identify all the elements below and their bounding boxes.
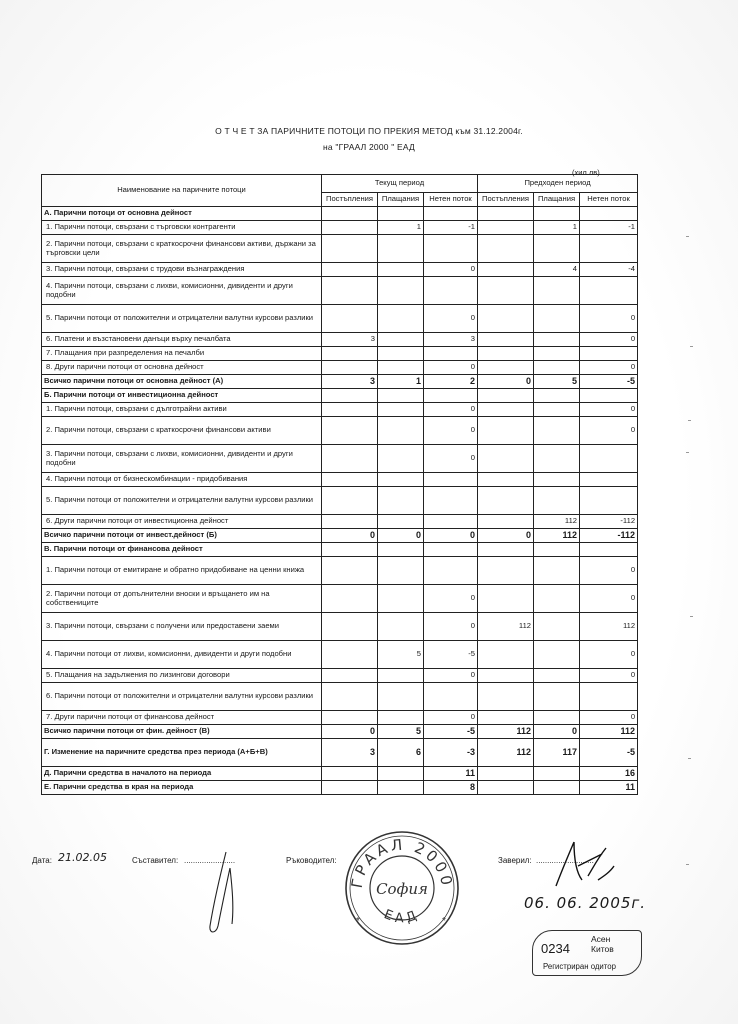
certified-label: Заверил: bbox=[498, 856, 532, 865]
value-cell: -5 bbox=[424, 641, 478, 669]
value-cell bbox=[478, 669, 534, 683]
table-row bbox=[42, 585, 638, 613]
compiler-label: Съставител: bbox=[132, 856, 179, 865]
value-cell: 0 bbox=[424, 445, 478, 473]
row-label: Всичко парични потоци от фин. дейност (В) bbox=[42, 725, 322, 739]
row-label: 7. Други парични потоци от финансова дейност bbox=[42, 711, 322, 725]
value-cell bbox=[534, 473, 580, 487]
value-cell: 0 bbox=[580, 361, 638, 375]
value-cell bbox=[322, 473, 378, 487]
column-header-current-period: Текущ период bbox=[322, 175, 478, 193]
svg-text:ЕАД: ЕАД bbox=[381, 907, 423, 927]
row-label: 5. Парични потоци от положителни и отрицателни валутни курсови разлики bbox=[42, 487, 322, 515]
units-label: (хил.лв) bbox=[572, 168, 600, 177]
value-cell bbox=[322, 781, 378, 795]
value-cell bbox=[378, 403, 424, 417]
report-title: О Т Ч Е Т ЗА ПАРИЧНИТЕ ПОТОЦИ ПО ПРЕКИЯ МЕТОД към 31.12.2004г. bbox=[215, 126, 523, 136]
column-header-previous-period: Предходен период bbox=[478, 175, 638, 193]
table-row bbox=[42, 557, 638, 585]
scan-mark bbox=[690, 346, 693, 347]
table-row bbox=[42, 473, 638, 487]
value-cell bbox=[322, 263, 378, 277]
manager-label: Ръководител: bbox=[286, 856, 337, 865]
scan-mark bbox=[686, 236, 689, 237]
value-cell: 3 bbox=[322, 375, 378, 389]
value-cell bbox=[322, 361, 378, 375]
row-label: 2. Парични потоци, свързани с краткосрочни финансови активи, държани за търговски цели bbox=[42, 235, 322, 263]
table-row bbox=[42, 403, 638, 417]
value-cell bbox=[378, 585, 424, 613]
value-cell bbox=[378, 417, 424, 445]
value-cell bbox=[378, 347, 424, 361]
value-cell bbox=[478, 543, 534, 557]
value-cell: 112 bbox=[580, 725, 638, 739]
row-label: 1. Парични потоци от емитиране и обратно придобиване на ценни книжа bbox=[42, 557, 322, 585]
table-row bbox=[42, 417, 638, 445]
value-cell bbox=[424, 277, 478, 305]
row-label: 6. Платени и възстановени данъци върху печалбата bbox=[42, 333, 322, 347]
value-cell bbox=[322, 277, 378, 305]
date-value: 21.02.05 bbox=[58, 851, 107, 864]
value-cell bbox=[322, 445, 378, 473]
value-cell bbox=[424, 207, 478, 221]
value-cell bbox=[534, 487, 580, 515]
row-label: В. Парични потоци от финансова дейност bbox=[42, 543, 322, 557]
value-cell bbox=[534, 557, 580, 585]
value-cell bbox=[534, 781, 580, 795]
value-cell bbox=[534, 585, 580, 613]
value-cell bbox=[424, 543, 478, 557]
value-cell: 0 bbox=[424, 585, 478, 613]
value-cell: 0 bbox=[424, 669, 478, 683]
value-cell: 0 bbox=[580, 305, 638, 333]
value-cell: 0 bbox=[580, 417, 638, 445]
value-cell: 2 bbox=[424, 375, 478, 389]
value-cell: 117 bbox=[534, 739, 580, 767]
value-cell: 0 bbox=[580, 585, 638, 613]
value-cell bbox=[478, 207, 534, 221]
value-cell: 112 bbox=[478, 725, 534, 739]
value-cell bbox=[478, 235, 534, 263]
table-row bbox=[42, 389, 638, 403]
value-cell bbox=[534, 277, 580, 305]
table-body bbox=[42, 207, 638, 795]
scan-mark bbox=[688, 420, 691, 421]
value-cell bbox=[378, 781, 424, 795]
value-cell: 0 bbox=[322, 529, 378, 543]
row-label: 4. Парични потоци, свързани с лихви, комисионни, дивиденти и други подобни bbox=[42, 277, 322, 305]
svg-text:*: * bbox=[442, 916, 446, 927]
value-cell: 0 bbox=[424, 263, 478, 277]
value-cell bbox=[478, 221, 534, 235]
scan-mark bbox=[686, 864, 689, 865]
value-cell bbox=[534, 613, 580, 641]
value-cell bbox=[322, 417, 378, 445]
value-cell: 4 bbox=[534, 263, 580, 277]
compiler-dots: ....................... bbox=[184, 856, 236, 865]
row-label: 3. Парични потоци, свързани с получени или предоставени заеми bbox=[42, 613, 322, 641]
value-cell: -112 bbox=[580, 529, 638, 543]
value-cell bbox=[322, 305, 378, 333]
value-cell: 3 bbox=[322, 333, 378, 347]
value-cell: 112 bbox=[534, 515, 580, 529]
table-row bbox=[42, 375, 638, 389]
value-cell bbox=[378, 361, 424, 375]
row-label: Е. Парични средства в края на периода bbox=[42, 781, 322, 795]
row-label: 3. Парични потоци, свързани с трудови възнаграждения bbox=[42, 263, 322, 277]
value-cell: -112 bbox=[580, 515, 638, 529]
column-header-receipts: Постъпления bbox=[478, 193, 534, 207]
value-cell bbox=[478, 333, 534, 347]
value-cell bbox=[534, 669, 580, 683]
value-cell bbox=[478, 263, 534, 277]
value-cell bbox=[322, 207, 378, 221]
value-cell bbox=[580, 347, 638, 361]
value-cell bbox=[534, 333, 580, 347]
handwritten-date: 06. 06. 2005г. bbox=[524, 894, 647, 912]
value-cell bbox=[478, 781, 534, 795]
column-header-receipts: Постъпления bbox=[322, 193, 378, 207]
row-label: Г. Изменение на паричните средства през периода (А+Б+В) bbox=[42, 739, 322, 767]
auditor-role: Регистриран одитор bbox=[543, 962, 616, 971]
value-cell bbox=[378, 613, 424, 641]
value-cell bbox=[478, 711, 534, 725]
value-cell: -5 bbox=[580, 739, 638, 767]
value-cell: 3 bbox=[424, 333, 478, 347]
value-cell bbox=[478, 641, 534, 669]
table-row bbox=[42, 305, 638, 333]
row-label: 2. Парични потоци, свързани с краткосрочни финансови активи bbox=[42, 417, 322, 445]
value-cell bbox=[478, 767, 534, 781]
value-cell bbox=[534, 445, 580, 473]
table-row bbox=[42, 529, 638, 543]
value-cell bbox=[478, 473, 534, 487]
value-cell: 0 bbox=[378, 529, 424, 543]
value-cell bbox=[322, 347, 378, 361]
value-cell bbox=[378, 669, 424, 683]
table-row bbox=[42, 767, 638, 781]
table-row bbox=[42, 221, 638, 235]
value-cell: -3 bbox=[424, 739, 478, 767]
table-row bbox=[42, 445, 638, 473]
table-row bbox=[42, 361, 638, 375]
value-cell: 0 bbox=[580, 333, 638, 347]
value-cell bbox=[322, 641, 378, 669]
value-cell bbox=[424, 473, 478, 487]
value-cell: 11 bbox=[424, 767, 478, 781]
table-row bbox=[42, 515, 638, 529]
row-label: 1. Парични потоци, свързани с търговски контрагенти bbox=[42, 221, 322, 235]
value-cell bbox=[478, 585, 534, 613]
value-cell: 1 bbox=[378, 221, 424, 235]
value-cell bbox=[478, 277, 534, 305]
value-cell bbox=[580, 543, 638, 557]
value-cell: -5 bbox=[424, 725, 478, 739]
table-row bbox=[42, 347, 638, 361]
value-cell bbox=[378, 389, 424, 403]
row-label: 4. Парични потоци от лихви, комисионни, дивиденти и други подобни bbox=[42, 641, 322, 669]
column-header-payments: Плащания bbox=[534, 193, 580, 207]
value-cell: -1 bbox=[580, 221, 638, 235]
value-cell: -1 bbox=[424, 221, 478, 235]
table-row bbox=[42, 669, 638, 683]
value-cell: 3 bbox=[322, 739, 378, 767]
value-cell bbox=[378, 557, 424, 585]
value-cell bbox=[478, 487, 534, 515]
value-cell bbox=[534, 347, 580, 361]
value-cell: 8 bbox=[424, 781, 478, 795]
value-cell: 0 bbox=[322, 725, 378, 739]
row-label: 6. Парични потоци от положителни и отрицателни валутни курсови разлики bbox=[42, 683, 322, 711]
table-row bbox=[42, 263, 638, 277]
scan-mark bbox=[686, 452, 689, 453]
value-cell bbox=[424, 515, 478, 529]
value-cell bbox=[534, 389, 580, 403]
value-cell: -5 bbox=[580, 375, 638, 389]
value-cell bbox=[322, 235, 378, 263]
value-cell bbox=[424, 683, 478, 711]
value-cell bbox=[424, 487, 478, 515]
value-cell: 6 bbox=[378, 739, 424, 767]
value-cell bbox=[378, 683, 424, 711]
row-label: А. Парични потоци от основна дейност bbox=[42, 207, 322, 221]
value-cell bbox=[478, 389, 534, 403]
value-cell bbox=[322, 669, 378, 683]
table-row bbox=[42, 781, 638, 795]
value-cell: 0 bbox=[478, 375, 534, 389]
value-cell bbox=[478, 683, 534, 711]
value-cell bbox=[580, 473, 638, 487]
value-cell: 0 bbox=[424, 417, 478, 445]
value-cell: 112 bbox=[580, 613, 638, 641]
svg-text:ГРААЛ 2000: ГРААЛ 2000 bbox=[347, 835, 457, 890]
column-header-net-flow: Нетен поток bbox=[424, 193, 478, 207]
table-row bbox=[42, 613, 638, 641]
row-label: 3. Парични потоци, свързани с лихви, комисионни, дивиденти и други подобни bbox=[42, 445, 322, 473]
table-row bbox=[42, 277, 638, 305]
value-cell bbox=[378, 235, 424, 263]
value-cell: 1 bbox=[534, 221, 580, 235]
auditor-last-name: Китов bbox=[591, 944, 614, 955]
value-cell bbox=[322, 683, 378, 711]
value-cell bbox=[378, 207, 424, 221]
row-label: 4. Парични потоци от бизнескомбинации - придобивания bbox=[42, 473, 322, 487]
value-cell: 0 bbox=[478, 529, 534, 543]
value-cell bbox=[534, 543, 580, 557]
auditor-name bbox=[591, 934, 614, 954]
value-cell bbox=[378, 305, 424, 333]
company-stamp bbox=[342, 828, 462, 948]
value-cell bbox=[322, 711, 378, 725]
row-label: 7. Плащания при разпределения на печалби bbox=[42, 347, 322, 361]
value-cell: 16 bbox=[580, 767, 638, 781]
row-label: Всичко парични потоци от основна дейност (А) bbox=[42, 375, 322, 389]
row-label: 2. Парични потоци от допълнителни вноски и връщането им на собствениците bbox=[42, 585, 322, 613]
value-cell bbox=[322, 557, 378, 585]
value-cell bbox=[534, 207, 580, 221]
row-label: Б. Парични потоци от инвестиционна дейност bbox=[42, 389, 322, 403]
value-cell bbox=[534, 683, 580, 711]
value-cell bbox=[478, 417, 534, 445]
value-cell bbox=[424, 389, 478, 403]
value-cell bbox=[322, 389, 378, 403]
value-cell bbox=[322, 613, 378, 641]
value-cell bbox=[378, 445, 424, 473]
value-cell bbox=[580, 445, 638, 473]
value-cell bbox=[478, 515, 534, 529]
value-cell bbox=[378, 543, 424, 557]
auditor-signature bbox=[548, 836, 618, 892]
value-cell bbox=[534, 641, 580, 669]
table-row bbox=[42, 725, 638, 739]
value-cell: 112 bbox=[478, 613, 534, 641]
value-cell bbox=[378, 515, 424, 529]
value-cell: -4 bbox=[580, 263, 638, 277]
value-cell bbox=[534, 417, 580, 445]
row-label: 8. Други парични потоци от основна дейност bbox=[42, 361, 322, 375]
value-cell bbox=[424, 347, 478, 361]
value-cell bbox=[424, 235, 478, 263]
value-cell bbox=[534, 403, 580, 417]
scan-mark bbox=[690, 616, 693, 617]
value-cell bbox=[322, 543, 378, 557]
table-row bbox=[42, 235, 638, 263]
value-cell bbox=[580, 207, 638, 221]
value-cell bbox=[580, 487, 638, 515]
table-row bbox=[42, 333, 638, 347]
value-cell bbox=[322, 487, 378, 515]
certified-dots: .......................... bbox=[536, 856, 594, 865]
value-cell bbox=[534, 767, 580, 781]
row-label: 1. Парични потоци, свързани с дълготрайни активи bbox=[42, 403, 322, 417]
value-cell bbox=[322, 585, 378, 613]
value-cell bbox=[478, 557, 534, 585]
column-header-net-flow: Нетен поток bbox=[580, 193, 638, 207]
value-cell bbox=[534, 711, 580, 725]
value-cell bbox=[580, 277, 638, 305]
value-cell bbox=[378, 473, 424, 487]
value-cell: 0 bbox=[580, 557, 638, 585]
column-header-name: Наименование на паричните потоци bbox=[42, 175, 322, 207]
value-cell bbox=[534, 361, 580, 375]
value-cell: 5 bbox=[378, 641, 424, 669]
value-cell bbox=[534, 305, 580, 333]
value-cell bbox=[478, 445, 534, 473]
value-cell bbox=[478, 361, 534, 375]
value-cell bbox=[322, 403, 378, 417]
value-cell: 0 bbox=[424, 711, 478, 725]
value-cell bbox=[478, 403, 534, 417]
value-cell: 5 bbox=[378, 725, 424, 739]
value-cell: 112 bbox=[534, 529, 580, 543]
svg-text:*: * bbox=[356, 916, 360, 927]
value-cell bbox=[580, 235, 638, 263]
value-cell: 5 bbox=[534, 375, 580, 389]
value-cell bbox=[534, 235, 580, 263]
table-row bbox=[42, 207, 638, 221]
value-cell bbox=[322, 221, 378, 235]
column-header-payments: Плащания bbox=[378, 193, 424, 207]
value-cell bbox=[322, 767, 378, 781]
value-cell: 0 bbox=[534, 725, 580, 739]
row-label: 6. Други парични потоци от инвестиционна дейност bbox=[42, 515, 322, 529]
value-cell: 0 bbox=[424, 613, 478, 641]
row-label: Всичко парични потоци от инвест.дейност (Б) bbox=[42, 529, 322, 543]
value-cell bbox=[378, 711, 424, 725]
value-cell: 0 bbox=[580, 403, 638, 417]
auditor-number: 0234 bbox=[541, 941, 570, 956]
value-cell bbox=[478, 305, 534, 333]
value-cell bbox=[580, 389, 638, 403]
value-cell: 0 bbox=[424, 305, 478, 333]
value-cell: 0 bbox=[580, 711, 638, 725]
auditor-first-name: Асен bbox=[591, 934, 611, 944]
date-label: Дата: bbox=[32, 856, 52, 865]
value-cell: 0 bbox=[424, 529, 478, 543]
value-cell: 11 bbox=[580, 781, 638, 795]
scan-mark bbox=[688, 758, 691, 759]
value-cell: 0 bbox=[580, 641, 638, 669]
value-cell: 0 bbox=[424, 403, 478, 417]
value-cell: 0 bbox=[580, 669, 638, 683]
table-row bbox=[42, 739, 638, 767]
value-cell bbox=[378, 333, 424, 347]
value-cell bbox=[424, 557, 478, 585]
table-row bbox=[42, 683, 638, 711]
value-cell bbox=[580, 683, 638, 711]
row-label: Д. Парични средства в началото на периода bbox=[42, 767, 322, 781]
row-label: 5. Парични потоци от положителни и отрицателни валутни курсови разлики bbox=[42, 305, 322, 333]
value-cell: 112 bbox=[478, 739, 534, 767]
row-label: 5. Плащания на задължения по лизингови договори bbox=[42, 669, 322, 683]
value-cell bbox=[322, 515, 378, 529]
stamp-city: София bbox=[376, 880, 428, 898]
value-cell bbox=[478, 347, 534, 361]
cash-flow-table bbox=[41, 174, 638, 795]
value-cell bbox=[378, 277, 424, 305]
value-cell: 1 bbox=[378, 375, 424, 389]
table-row bbox=[42, 487, 638, 515]
compiler-signature bbox=[196, 846, 246, 938]
value-cell bbox=[378, 263, 424, 277]
value-cell: 0 bbox=[424, 361, 478, 375]
value-cell bbox=[378, 487, 424, 515]
auditor-stamp bbox=[532, 930, 642, 976]
company-name: на "ГРААЛ 2000 " ЕАД bbox=[323, 142, 415, 152]
table-row bbox=[42, 711, 638, 725]
value-cell bbox=[378, 767, 424, 781]
table-row bbox=[42, 641, 638, 669]
table-row bbox=[42, 543, 638, 557]
